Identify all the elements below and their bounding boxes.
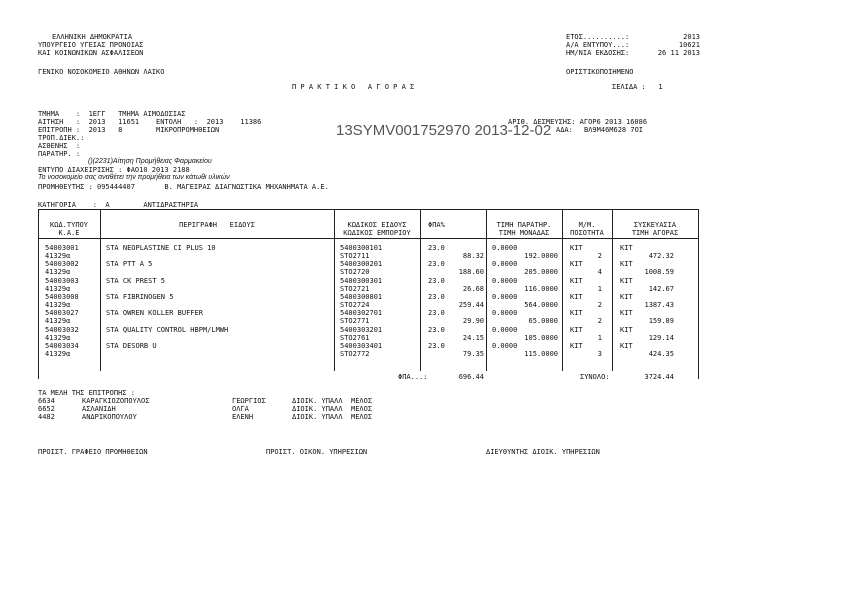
issue-date-value: 26 11 2013	[657, 49, 700, 57]
cell-code: 54003001	[45, 244, 79, 252]
header-code: ΚΩΔ.ΤΥΠΟΥ	[50, 221, 88, 229]
table-header-line	[38, 238, 698, 239]
table-divider	[100, 209, 101, 371]
sum-label: ΣΥΝΟΛΟ:	[580, 373, 610, 381]
cell-total: 129.14	[648, 333, 674, 342]
cell-code: 54003034	[45, 341, 79, 350]
header-package: ΣΥΣΚΕΥΑΣΙΑ	[633, 221, 677, 229]
department-line: ΤΜΗΜΑ : 1ΕΓΓ ΤΜΗΜΑ ΑΙΜΟΔΟΣΙΑΣ	[38, 110, 186, 118]
cell-total: 472.32	[648, 252, 674, 260]
year-label: ΕΤΟΣ..........:	[566, 33, 630, 41]
cell-vat: 23.0	[428, 260, 445, 269]
cell-quantity: 2	[597, 317, 602, 326]
cell-vat-amount: 24.15	[462, 333, 484, 342]
header-ministry-2: ΚΑΙ ΚΟΙΝΩΝΙΚΩΝ ΑΣΦΑΛΙΣΕΩΝ	[38, 49, 144, 57]
cell-merchant-code: STO2711	[340, 252, 370, 260]
cell-description: STA PTT A 5	[106, 260, 153, 269]
cell-kae: 41329α	[45, 317, 71, 326]
cell-package: KIT	[620, 276, 633, 285]
vat-total-label: ΦΠΑ...:	[398, 373, 428, 381]
cell-vat: 23.0	[428, 325, 445, 334]
cell-remark-price: 0.0000	[492, 260, 518, 269]
table-border-right	[698, 209, 699, 379]
cell-code: 54003032	[45, 325, 79, 334]
cell-total: 1008.59	[644, 268, 674, 277]
form-number-value: 10621	[678, 41, 700, 49]
category-line: ΚΑΤΗΓΟΡΙΑ : Α ΑΝΤΙΔΡΑΣΤΗΡΙΑ	[38, 201, 199, 209]
header-unit-price: ΤΙΜΗ ΜΟΝΑΔΑΣ	[498, 229, 550, 237]
cell-remark-price: 0.0000	[492, 341, 518, 350]
sum-value: 3724.44	[644, 373, 674, 381]
member-id: 6652	[38, 405, 55, 413]
member-surname: ΑΣΛΑΝΙΔΗ	[82, 405, 116, 413]
cell-package: KIT	[620, 292, 633, 301]
request-line: ΑΙΤΗΣΗ : 2013 11651 ΕΝΤΟΛΗ : 2013 11386	[38, 118, 262, 126]
header-item-code: ΚΩΔΙΚΟΣ ΕΙΔΟΥΣ	[347, 221, 407, 229]
cell-unit: KIT	[570, 341, 583, 350]
cell-unit-price: 105.0000	[524, 333, 558, 342]
remarks-line: ΠΑΡΑΤΗΡ. :	[38, 150, 81, 158]
year-value: 2013	[683, 33, 700, 41]
cell-item-code: 5400303401	[340, 341, 383, 350]
cell-package: KIT	[620, 260, 633, 269]
ada-label: ΑΔΑ:	[556, 126, 573, 134]
cell-total: 142.67	[648, 284, 674, 293]
cell-unit: KIT	[570, 260, 583, 269]
cell-total: 159.89	[648, 317, 674, 326]
committee-line: ΕΠΙΤΡΟΠΗ : 2013 8 ΜΙΚΡΟΠΡΟΜΗΘΕΙΩΝ	[38, 126, 220, 134]
cell-item-code: 5400300301	[340, 276, 383, 285]
cell-item-code: 5400303201	[340, 325, 383, 334]
table-top-line	[38, 209, 698, 210]
header-description: ΠΕΡΙΓΡΑΦΗ ΕΙΔΟΥΣ	[179, 221, 255, 229]
stamp-watermark: 13SYMV001752970 2013-12-02	[336, 122, 552, 139]
signature-procurement: ΠΡΟΙΣΤ. ΓΡΑΦΕΙΟ ΠΡΟΜΗΘΕΙΩΝ	[38, 448, 148, 456]
cell-remark-price: 0.0000	[492, 244, 518, 252]
cell-vat-amount: 259.44	[458, 300, 484, 309]
member-role: ΔΙΟΙΚ. ΥΠΑΛΛ ΜΕΛΟΣ	[292, 397, 373, 405]
cell-quantity: 2	[597, 300, 602, 309]
cell-package: KIT	[620, 325, 633, 334]
cell-vat-amount: 79.35	[462, 349, 484, 358]
cell-quantity: 3	[597, 349, 602, 358]
cell-remark-price: 0.0000	[492, 292, 518, 301]
cell-remark-price: 0.0000	[492, 309, 518, 318]
cell-kae: 41329α	[45, 252, 71, 260]
header-ministry: ΥΠΟΥΡΓΕΙΟ ΥΓΕΙΑΣ ΠΡΟΝΟΙΑΣ	[38, 41, 144, 49]
signature-director: ΔΙΕΥΘΥΝΤΗΣ ΔΙΟΙΚ. ΥΠΗΡΕΣΙΩΝ	[486, 448, 600, 456]
header-kae: Κ.Α.Ε	[58, 229, 80, 237]
cell-quantity: 1	[597, 333, 602, 342]
cell-unit-price: 116.0000	[524, 284, 558, 293]
cell-kae: 41329α	[45, 333, 71, 342]
cell-total: 1387.43	[644, 300, 674, 309]
cell-vat: 23.0	[428, 292, 445, 301]
cell-vat: 23.0	[428, 341, 445, 350]
cell-vat-amount: 26.68	[462, 284, 484, 293]
cell-remark-price: 0.0000	[492, 276, 518, 285]
cell-vat-amount: 188.60	[458, 268, 484, 277]
member-surname: ΑΝΔΡΙΚΟΠΟΥΛΟΥ	[82, 413, 137, 421]
cell-kae: 41329α	[45, 300, 71, 309]
cell-vat: 23.0	[428, 276, 445, 285]
cell-unit: KIT	[570, 244, 583, 252]
cell-code: 54003002	[45, 260, 79, 269]
cell-kae: 41329α	[45, 268, 71, 277]
member-name: ΕΛΕΝΗ	[232, 413, 254, 421]
vat-total-value: 696.44	[458, 373, 484, 381]
header-unit: Μ/Μ.	[578, 221, 596, 229]
form-number-label: Α/Α ΕΝΤΥΠΟΥ...:	[566, 41, 630, 49]
cell-unit-price: 65.0000	[528, 317, 558, 326]
cell-quantity: 2	[597, 252, 602, 260]
member-name: ΟΛΓΑ	[232, 405, 249, 413]
cell-description: STA QUALITY CONTROL HBPM/LMWH	[106, 325, 229, 334]
cell-unit-price: 192.0000	[524, 252, 558, 260]
header-country: ΕΛΛΗΝΙΚΗ ΔΗΜΟΚΡΑΤΙΑ	[52, 33, 133, 41]
cell-quantity: 1	[597, 284, 602, 293]
supplier-line: ΠΡΟΜΗΘΕΥΤΗΣ : 095444407 Β. ΜΑΓΕΙΡΑΣ ΔΙΑΓΝΩΣΤΙΚΑ ΜΗΧΑΝΗΜΑΤΑ Α.Ε.	[38, 183, 329, 191]
cell-item-code: 5400300201	[340, 260, 383, 269]
cell-merchant-code: STO2724	[340, 300, 370, 309]
cell-code: 54003027	[45, 309, 79, 318]
patient-line: ΑΣΘΕΝΗΣ :	[38, 142, 81, 150]
cell-unit-price: 564.0000	[524, 300, 558, 309]
header-purchase-price: ΤΙΜΗ ΑΓΟΡΑΣ	[631, 229, 679, 237]
cell-code: 54003008	[45, 292, 79, 301]
cell-unit: KIT	[570, 325, 583, 334]
cell-unit-price: 205.0000	[524, 268, 558, 277]
status-label: ΟΡΙΣΤΙΚΟΠΟΙΗΜΕΝΟ	[566, 68, 634, 76]
page-number: ΣΕΛΙΔΑ : 1	[612, 83, 663, 91]
header-quantity: ΠΟΣΟΤΗΤΑ	[570, 229, 604, 237]
cell-package: KIT	[620, 341, 633, 350]
assignment-note: Το νοσοκομείο σας αναθέτει την προμήθεια των κάτωθι υλικών	[38, 174, 230, 181]
cell-merchant-code: STO2720	[340, 268, 370, 277]
cell-package: KIT	[620, 244, 633, 252]
cell-unit: KIT	[570, 276, 583, 285]
member-name: ΓΕΩΡΓΙΟΣ	[232, 397, 266, 405]
cell-vat-amount: 29.90	[462, 317, 484, 326]
cell-description: STA CK PREST 5	[106, 276, 166, 285]
member-id: 4482	[38, 413, 55, 421]
cell-item-code: 5400300801	[340, 292, 383, 301]
member-role: ΔΙΟΙΚ. ΥΠΑΛΛ ΜΕΛΟΣ	[292, 413, 373, 421]
cell-description: STA NEOPLASTINE CI PLUS 10	[106, 244, 216, 252]
cell-vat: 23.0	[428, 244, 445, 252]
committee-title: ΤΑ ΜΕΛΗ ΤΗΣ ΕΠΙΤΡΟΠΗΣ :	[38, 389, 135, 397]
member-surname: ΚΑΡΑΓΚΙΟΖΟΠΟΥΛΟΣ	[82, 397, 150, 405]
cell-kae: 41329α	[45, 349, 71, 358]
header-vat: ΦΠΑ%	[428, 221, 445, 229]
cell-merchant-code: STO2772	[340, 349, 370, 358]
cell-vat-amount: 88.32	[462, 252, 484, 260]
signature-finance: ΠΡΟΙΣΤ. ΟΙΚΟΝ. ΥΠΗΡΕΣΙΩΝ	[266, 448, 368, 456]
member-role: ΔΙΟΙΚ. ΥΠΑΛΛ ΜΕΛΟΣ	[292, 405, 373, 413]
cell-unit: KIT	[570, 292, 583, 301]
request-type: ()(2231)Αίτηση Προμήθειας Φαρμακείου	[88, 158, 212, 165]
cell-kae: 41329α	[45, 284, 71, 293]
management-form-line: ΕΝΤΥΠΟ ΔΙΑΧΕΙΡΙΣΗΣ : ΦΑΟ10 2013 2188	[38, 166, 190, 174]
cell-vat: 23.0	[428, 309, 445, 318]
cell-total: 424.35	[648, 349, 674, 358]
binding-number: ΑΡΙΘ. ΔΕΣΜΕΥΣΗΣ: ΑΓΟΡ6 2013 16086	[508, 118, 648, 126]
modification-line: ΤΡΟΠ.ΔΙΕΚ.:	[38, 134, 85, 142]
cell-merchant-code: STO2761	[340, 333, 370, 342]
cell-code: 54003003	[45, 276, 79, 285]
ada-value: ΒΛ9Μ46Μ628 7ΟΙ	[584, 126, 644, 134]
cell-item-code: 5400302701	[340, 309, 383, 318]
cell-unit-price: 115.0000	[524, 349, 558, 358]
table-divider	[420, 209, 421, 371]
document-title: Π Ρ Α Κ Τ Ι Κ Ο Α Γ Ο Ρ Α Σ	[292, 83, 415, 91]
cell-merchant-code: STO2771	[340, 317, 370, 326]
cell-description: STA OWREN KOLLER BUFFER	[106, 309, 203, 318]
member-id: 6634	[38, 397, 55, 405]
issue-date-label: ΗΜ/ΝΙΑ ΕΚΔΟΣΗΣ:	[566, 49, 630, 57]
cell-unit: KIT	[570, 309, 583, 318]
cell-package: KIT	[620, 309, 633, 318]
cell-quantity: 4	[597, 268, 602, 277]
header-merchant-code: ΚΩΔΙΚΟΣ ΕΜΠΟΡΙΟΥ	[343, 229, 411, 237]
cell-description: STA FIBRINOGEN 5	[106, 292, 174, 301]
header-remark-price: ΤΙΜΗ ΠΑΡΑΤΗΡ.	[496, 221, 552, 229]
cell-description: STA DESORB U	[106, 341, 157, 350]
cell-item-code: 5400300101	[340, 244, 383, 252]
hospital-name: ΓΕΝΙΚΟ ΝΟΣΟΚΟΜΕΙΟ ΑΘΗΝΩΝ ΛΑΙΚΟ	[38, 68, 165, 76]
cell-remark-price: 0.0000	[492, 325, 518, 334]
cell-merchant-code: STO2721	[340, 284, 370, 293]
